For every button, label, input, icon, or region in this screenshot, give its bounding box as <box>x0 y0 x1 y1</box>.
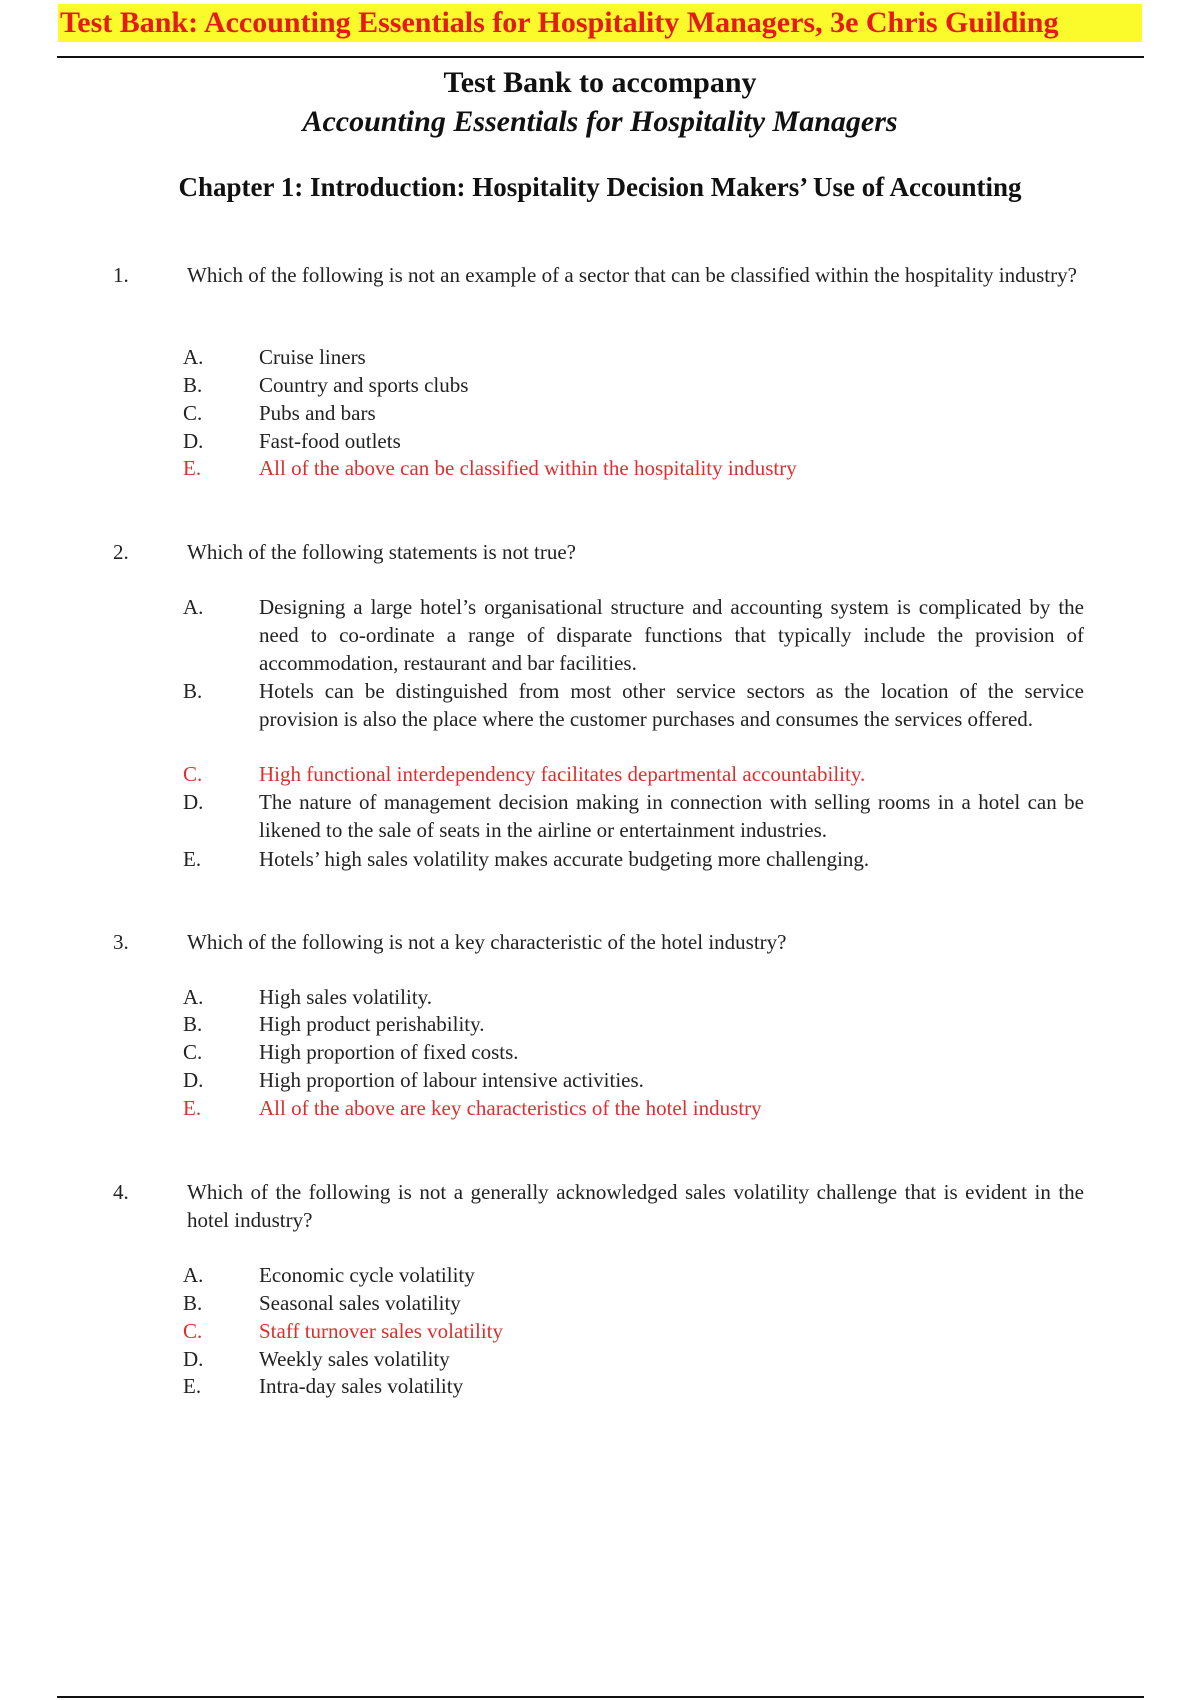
option-letter: A. <box>183 1263 204 1287</box>
header-divider <box>57 56 1144 58</box>
option-text: Designing a large hotel’s organisational structure and accounting system is complicated by the need to co-ordinate a range of disparate functions that typically include the provision of accommodation, restaurant and bar facilities. <box>259 595 1084 675</box>
question-number: 1. <box>113 263 129 287</box>
option-letter: A. <box>183 345 204 369</box>
option-text: All of the above are key characteristics of the hotel industry <box>259 1096 762 1120</box>
option-letter: E. <box>183 456 202 480</box>
option-text: Fast-food outlets <box>259 429 401 453</box>
option-letter: A. <box>183 595 204 619</box>
footer-divider <box>57 1696 1144 1698</box>
option-letter: C. <box>183 1040 203 1064</box>
option-letter: D. <box>183 1068 204 1092</box>
option-text: High sales volatility. <box>259 985 433 1009</box>
option-text: High proportion of fixed costs. <box>259 1040 519 1064</box>
option-text: The nature of management decision making in connection with selling rooms in a hotel can be likened to the sale of seats in the airline or entertainment industries. <box>259 790 1084 842</box>
question-text: Which of the following is not a key characteristic of the hotel industry? <box>187 930 787 954</box>
question-text: Which of the following statements is not true? <box>187 540 576 564</box>
option-letter: C. <box>183 762 203 786</box>
header-line-1: Test Bank to accompany <box>443 66 757 99</box>
option-letter: B. <box>183 1012 203 1036</box>
option-letter: C. <box>183 1319 203 1343</box>
option-letter: E. <box>183 1096 202 1120</box>
option-text: Weekly sales volatility <box>259 1347 450 1371</box>
question-number: 3. <box>113 930 129 954</box>
option-text: Seasonal sales volatility <box>259 1291 461 1315</box>
option-text: Hotels can be distinguished from most other service sectors as the location of the service provision is also the place where the customer purchases and consumes the services offered. <box>259 679 1084 731</box>
option-letter: D. <box>183 790 204 814</box>
option-text: Cruise liners <box>259 345 366 369</box>
option-text: Country and sports clubs <box>259 373 469 397</box>
option-text: Economic cycle volatility <box>259 1263 475 1287</box>
option-letter: B. <box>183 373 203 397</box>
question-number: 2. <box>113 540 129 564</box>
question-text: Which of the following is not an example of a sector that can be classified within the hospitality industry? <box>187 263 1077 287</box>
option-letter: B. <box>183 679 203 703</box>
title-banner <box>58 4 1142 42</box>
question-text: Which of the following is not a generally acknowledged sales volatility challenge that is evident in the hotel industry? <box>187 1180 1084 1232</box>
option-text: High product perishability. <box>259 1012 485 1036</box>
option-text: Hotels’ high sales volatility makes accurate budgeting more challenging. <box>259 847 870 871</box>
option-letter: A. <box>183 985 204 1009</box>
banner-text: Test Bank: Accounting Essentials for Hospitality Managers, 3e Chris Guilding <box>60 6 1059 39</box>
option-text: High functional interdependency facilitates departmental accountability. <box>259 762 866 786</box>
question-number: 4. <box>113 1180 129 1204</box>
option-letter: D. <box>183 429 204 453</box>
option-text: High proportion of labour intensive activities. <box>259 1068 644 1092</box>
option-letter: E. <box>183 847 202 871</box>
option-letter: B. <box>183 1291 203 1315</box>
option-text: Pubs and bars <box>259 401 376 425</box>
option-letter: D. <box>183 1347 204 1371</box>
chapter-title: Chapter 1: Introduction: Hospitality Decision Makers’ Use of Accounting <box>178 172 1022 202</box>
option-text: All of the above can be classified within the hospitality industry <box>259 456 797 480</box>
option-text: Intra-day sales volatility <box>259 1374 464 1398</box>
option-letter: C. <box>183 401 203 425</box>
book-title: Accounting Essentials for Hospitality Managers <box>302 105 898 138</box>
option-letter: E. <box>183 1374 202 1398</box>
option-text: Staff turnover sales volatility <box>259 1319 503 1343</box>
